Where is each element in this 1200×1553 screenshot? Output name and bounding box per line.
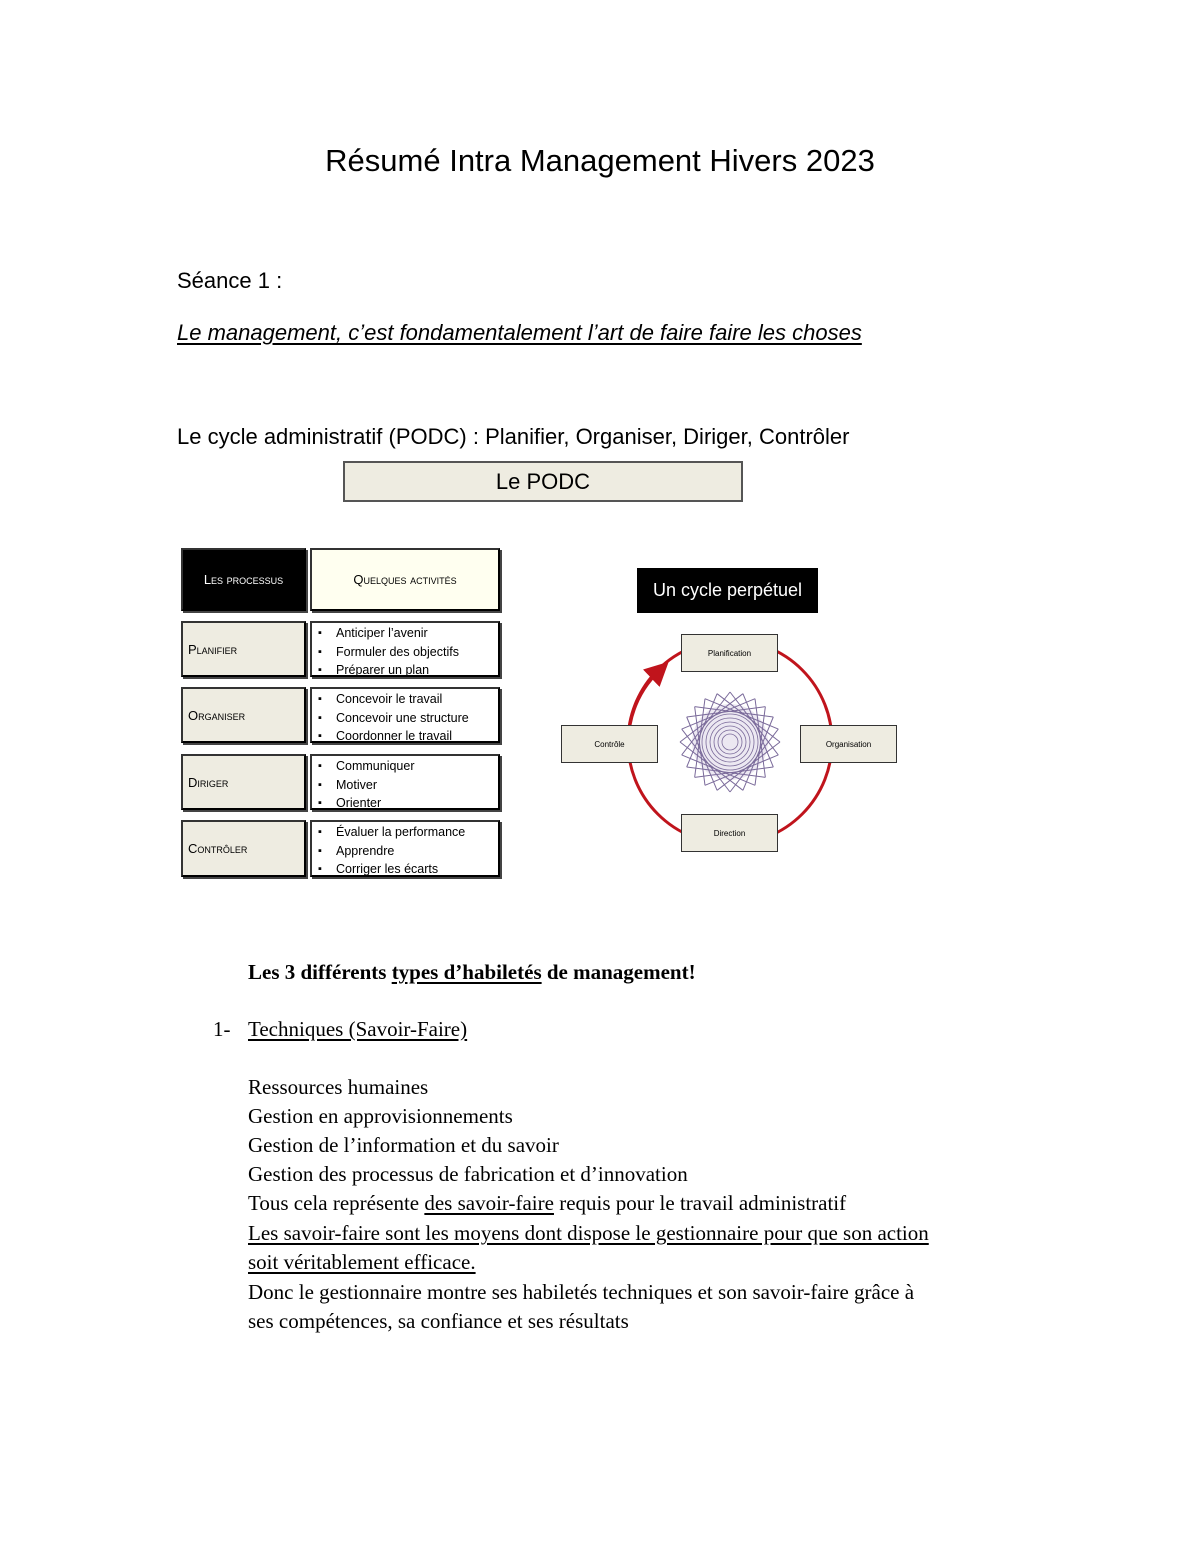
heading-text: de management!	[541, 960, 696, 984]
text-line	[248, 1191, 846, 1216]
text-underlined: des savoir-faire	[424, 1191, 554, 1215]
list-item: ▪ Coordonner le travail	[316, 727, 498, 746]
cycle-administratif-line: Le cycle administratif (PODC) : Planifier, Organiser, Diriger, Contrôler	[177, 424, 850, 449]
list-item: ▪ Concevoir une structure	[316, 709, 498, 728]
list-item: ▪ Concevoir le travail	[316, 690, 498, 709]
cycle-arrow	[630, 670, 660, 725]
list-item: ▪ Formuler des objectifs	[316, 643, 498, 662]
text-line: Ressources humaines	[248, 1075, 429, 1099]
skills-heading	[248, 960, 696, 985]
activities-controler	[310, 820, 500, 877]
session-heading: Séance 1 :	[177, 268, 283, 293]
document-title: Résumé Intra Management Hivers 2023	[325, 143, 875, 178]
heading-underlined: types d’habiletés	[391, 960, 542, 984]
text-line: Les savoir-faire sont les moyens dont dispose le gestionnaire pour que son action	[248, 1221, 929, 1245]
list-item: ▪ Orienter	[316, 794, 498, 813]
text-line: Gestion en approvisionnements	[248, 1104, 513, 1128]
node-organisation: Organisation	[800, 725, 897, 763]
process-controler: Contrôler	[181, 820, 306, 877]
table-header-activities: Quelques activités	[310, 548, 500, 611]
list-item: ▪ Préparer un plan	[316, 661, 498, 680]
text-span: Tous cela représente	[248, 1191, 425, 1215]
text-line: soit véritablement efficace.	[248, 1250, 476, 1274]
list-item: ▪ Apprendre	[316, 842, 498, 861]
node-controle: Contrôle	[561, 725, 658, 763]
list-item: ▪ Évaluer la performance	[316, 823, 498, 842]
text-line: ses compétences, sa confiance et ses résultats	[248, 1309, 629, 1333]
process-organiser: Organiser	[181, 687, 306, 743]
text-line: Gestion de l’information et du savoir	[248, 1133, 559, 1157]
activities-diriger	[310, 754, 500, 810]
podc-title-box: Le PODC	[343, 461, 743, 502]
process-planifier: Planifier	[181, 621, 306, 677]
text-line: Gestion des processus de fabrication et d’innovation	[248, 1162, 688, 1186]
skill-title-techniques: Techniques (Savoir-Faire)	[248, 1017, 468, 1041]
heading-text: Les 3 différents	[248, 960, 392, 984]
activities-organiser	[310, 687, 500, 743]
list-number: 1-	[213, 1017, 231, 1041]
table-header-process: Les processus	[181, 548, 306, 611]
process-diriger: Diriger	[181, 754, 306, 810]
activities-planifier	[310, 621, 500, 677]
list-item: ▪ Anticiper l’avenir	[316, 624, 498, 643]
text-span: requis pour le travail administratif	[553, 1191, 847, 1215]
node-planification: Planification	[681, 634, 778, 672]
list-item: ▪ Communiquer	[316, 757, 498, 776]
management-quote: Le management, c’est fondamentalement l’art de faire faire les choses	[177, 320, 862, 345]
node-direction: Direction	[681, 814, 778, 852]
list-item: ▪ Corriger les écarts	[316, 860, 498, 879]
cycle-badge: Un cycle perpétuel	[637, 568, 818, 613]
text-line: Donc le gestionnaire montre ses habiletés techniques et son savoir-faire grâce à	[248, 1280, 915, 1304]
list-item: ▪ Motiver	[316, 776, 498, 795]
center-rosette-icon	[680, 692, 780, 792]
